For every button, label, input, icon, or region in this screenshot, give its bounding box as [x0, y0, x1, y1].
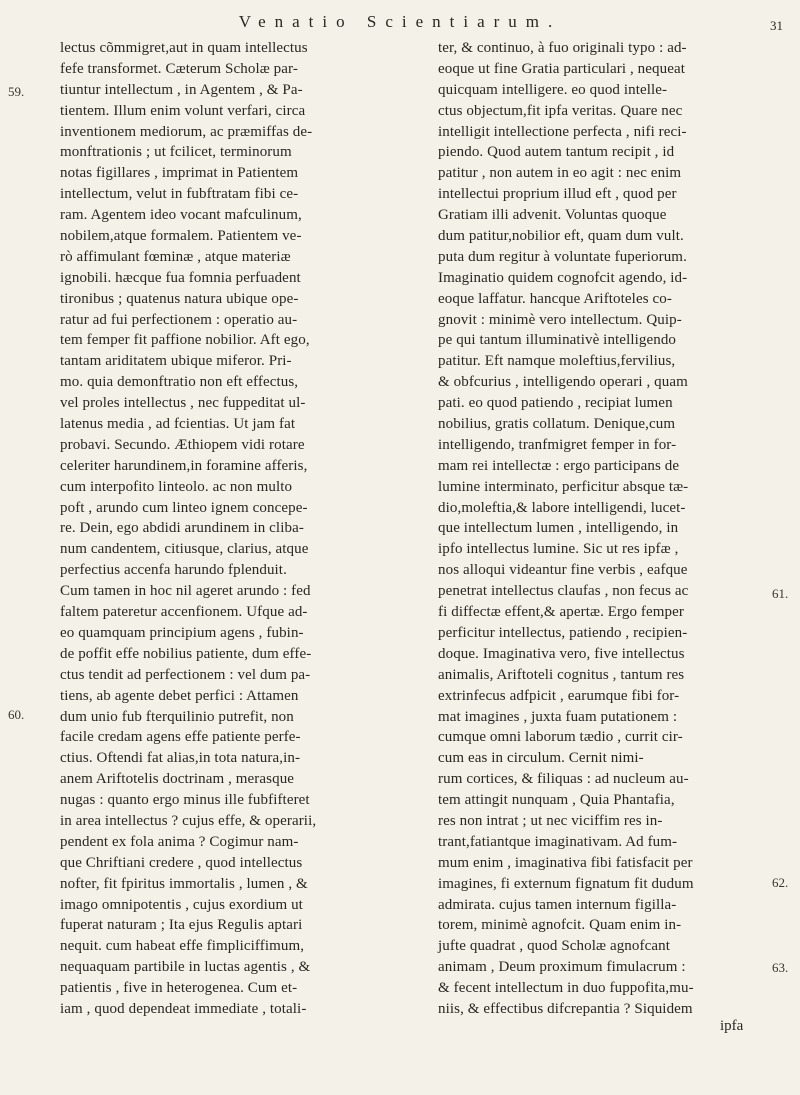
text-line: doque. Imaginativa vero, five intellectus: [438, 645, 685, 662]
text-line: in area intellectus ? cujus effe, & operarii,: [60, 812, 317, 829]
text-line: intelligit intellectione perfecta , nifi reci-: [438, 123, 687, 140]
text-line: mat imagines , juxta fuam putationem :: [438, 708, 678, 725]
text-line: res non intrat ; ut nec viciffim res in-: [438, 812, 663, 829]
text-line: tem attingit nunquam , Quia Phantafia,: [438, 792, 675, 809]
margin-number: 59.: [8, 84, 25, 99]
text-line: gnovit : minimè vero intellectum. Quip-: [438, 311, 682, 328]
text-line: lectus cõmmigret,aut in quam intellectus: [60, 40, 308, 56]
text-line: patitur , non autem in eo agit : nec enim: [438, 165, 682, 182]
text-line: ram. Agentem ideo vocant mafculinum,: [60, 207, 302, 224]
text-line: intellectum, velut in fubftratam fibi ce-: [60, 186, 299, 203]
text-line: fuperat naturam ; Ita ejus Regulis aptari: [60, 917, 303, 934]
text-line: eoque ut fine Gratia particulari , nequeat: [438, 60, 686, 77]
text-line: tiuntur intellectum , in Agentem , & Pa-: [60, 81, 303, 98]
text-line: niis, & effectibus difcrepantia ? Siquidem: [438, 1000, 693, 1017]
catchword: ipfa: [720, 1018, 744, 1034]
text-line: celeriter harundinem,in foramine afferis,: [60, 457, 308, 474]
text-line: nugas : quanto ergo minus ille fubfifteret: [60, 792, 310, 809]
text-line: tiens, ab agente debet perfici : Attamen: [60, 687, 299, 704]
text-line: patitur. Eft namque moleftius,fervilius,: [438, 353, 676, 370]
text-line: fi diffectæ effent,& apertæ. Ergo femper: [438, 604, 684, 621]
text-line: torem, minimè agnofcit. Quam enim in-: [438, 917, 682, 934]
text-line: perfectius accenfa harundo fplenduit.: [60, 562, 287, 579]
text-line: imago omnipotentis , cujus exordium ut: [60, 896, 303, 913]
text-line: ctus objectum,fit ipfa veritas. Quare nec: [438, 102, 683, 119]
text-line: patientis , five in heterogenea. Cum et-: [60, 980, 298, 997]
text-line: nequit. cum habeat effe fimpliciffimum,: [60, 938, 305, 955]
text-line: Cum tamen in hoc nil ageret arundo : fed: [60, 583, 311, 600]
text-line: notas figillares , imprimat in Patientem: [60, 165, 299, 182]
text-line: rum cortices, & filiquas : ad nucleum au-: [438, 771, 689, 788]
text-line: tem femper fit paffione nobilior. Aft ego,: [60, 332, 310, 349]
margin-number: 62.: [772, 875, 789, 890]
text-line: vel proles intellectus , nec fuppeditat ul-: [60, 395, 306, 412]
text-line: mum enim , imaginativa fibi fatisfacit per: [438, 854, 693, 871]
text-line: cum interpofito linteolo. ac non multo: [60, 478, 293, 495]
text-line: perficitur intellectus, patiendo , recipien-: [438, 624, 688, 641]
text-line: fefe transformet. Cæterum Scholæ par-: [60, 60, 298, 77]
text-line: tironibus ; quatenus natura ubique ope-: [60, 290, 299, 307]
margin-number: 60.: [8, 707, 25, 722]
text-line: jufte quadrat , quod Scholæ agnofcant: [438, 938, 670, 955]
text-line: tientem. Illum enim volunt verfari, circa: [60, 102, 306, 119]
text-line: re. Dein, ego abdidi arundinem in cliba-: [60, 520, 304, 537]
text-line: dum patitur,nobilior eft, quam dum vult.: [438, 228, 684, 245]
text-line: latenus media , ad fcientias. Ut jam fat: [60, 416, 296, 433]
text-line: admirata. cujus tamen internum figilla-: [438, 896, 677, 913]
text-line: Gratiam illi advenit. Voluntas quoque: [438, 207, 667, 224]
text-line: que Chriftiani credere , quod intellectus: [60, 854, 303, 871]
text-line: mam rei intellectæ : ergo participans de: [438, 457, 680, 474]
text-line: nequaquam partibile in luctas agentis , &: [60, 959, 311, 976]
text-line: Imaginatio quidem cognofcit agendo, id-: [438, 269, 688, 286]
text-line: pati. eo quod patiendo , recipiat lumen: [438, 395, 673, 412]
text-line: penetrat intellectus claufas , non fecus ac: [438, 583, 689, 600]
text-line: dum unio fub fterquilinio putrefit, non: [60, 708, 294, 725]
text-line: cumque omni laborum tædio , currit cir-: [438, 729, 683, 746]
text-line: quicquam intelligere. eo quod intelle-: [438, 81, 668, 98]
text-line: ter, & continuo, à fuo originali typo : ad-: [438, 40, 687, 56]
text-line: poft , arundo cum linteo ignem concepe-: [60, 499, 308, 516]
text-line: lumine interminato, perficitur absque tæ-: [438, 478, 689, 495]
text-line: animalis, Ariftoteli cognitus , tantum res: [438, 666, 685, 683]
text-line: que intellectum lumen , intelligendo, in: [438, 520, 679, 537]
text-line: ignobili. hæcque fua fomnia perfuadent: [60, 269, 301, 286]
text-line: pendent ex fola anima ? Cogimur nam-: [60, 833, 299, 850]
margin-number: 61.: [772, 586, 789, 601]
text-line: inventionem mediorum, ac præmiffas de-: [60, 123, 313, 140]
text-line: nofter, fit fpiritus immortalis , lumen , &: [60, 875, 308, 892]
left-column: [60, 38, 430, 1020]
margin-number: 63.: [772, 960, 789, 975]
text-line: cum eas in circulum. Cernit nimi-: [438, 750, 644, 767]
text-line: pe qui tantum illuminativè intelligendo: [438, 332, 677, 349]
text-line: num candentem, citiusque, clarius, atque: [60, 541, 309, 558]
text-line: monftrationis ; ut fcilicet, terminorum: [60, 144, 292, 161]
text-line: faltem pateretur accenfionem. Ufque ad-: [60, 604, 308, 621]
text-line: nos alloqui videantur fine verbis , eafque: [438, 562, 688, 579]
text-line: trant,fatiantque imaginativam. Ad fum-: [438, 833, 678, 850]
column-divider: [430, 40, 431, 1018]
text-line: dio,moleftia,& labore intelligendi, lucet-: [438, 499, 686, 516]
text-line: ctius. Oftendi fat alias,in tota natura,in-: [60, 750, 301, 767]
running-title: Venatio Scientiarum.: [238, 12, 562, 31]
text-line: piendo. Quod autem tantum recipit , id: [438, 144, 675, 161]
text-line: iam , quod dependeat immediate , totali-: [60, 1000, 307, 1017]
text-line: animam , Deum proximum fimulacrum :: [438, 959, 686, 976]
text-line: & fecent intellectum in duo fuppofita,mu-: [438, 980, 694, 997]
text-line: nobilius, gratis collatum. Denique,cum: [438, 416, 676, 433]
text-line: eoque laffatur. hancque Ariftoteles co-: [438, 290, 672, 307]
text-line: extrinfecus adfpicit , earumque fibi for-: [438, 687, 680, 704]
text-line: ratur ad fui perfectionem : operatio au-: [60, 311, 298, 328]
text-line: ctus tendit ad perfectionem : vel dum pa-: [60, 666, 311, 683]
page-number: 31: [770, 18, 783, 33]
text-line: nobilem,atque formalem. Patientem ve-: [60, 228, 302, 245]
text-line: probavi. Secundo. Æthiopem vidi rotare: [60, 436, 305, 453]
right-column: [438, 38, 773, 1020]
text-line: mo. quia demonftratio non eft effectus,: [60, 374, 299, 391]
text-line: intellectui proprium illud eft , quod per: [438, 186, 677, 203]
text-line: intelligendo, tranfmigret femper in for-: [438, 436, 677, 453]
text-line: puta dum regitur à voluntate fuperiorum.: [438, 248, 687, 265]
text-line: ipfo intellectus lumine. Sic ut res ipfæ ,: [438, 541, 679, 558]
text-line: anem Ariftotelis doctrinam , merasque: [60, 771, 295, 788]
text-line: imagines, fi externum fignatum fit dudum: [438, 875, 694, 892]
text-line: facile credam agens effe patiente perfe-: [60, 729, 301, 746]
text-line: rò affimulant fœminæ , atque materiæ: [60, 248, 291, 265]
text-line: tantam ariditatem ubique miferor. Pri-: [60, 353, 292, 370]
text-line: de poffit effe nobilius patiente, dum effe-: [60, 645, 312, 662]
text-line: & obfcurius , intelligendo operari , quam: [438, 374, 688, 391]
text-line: eo quamquam principium agens , fubin-: [60, 624, 304, 641]
